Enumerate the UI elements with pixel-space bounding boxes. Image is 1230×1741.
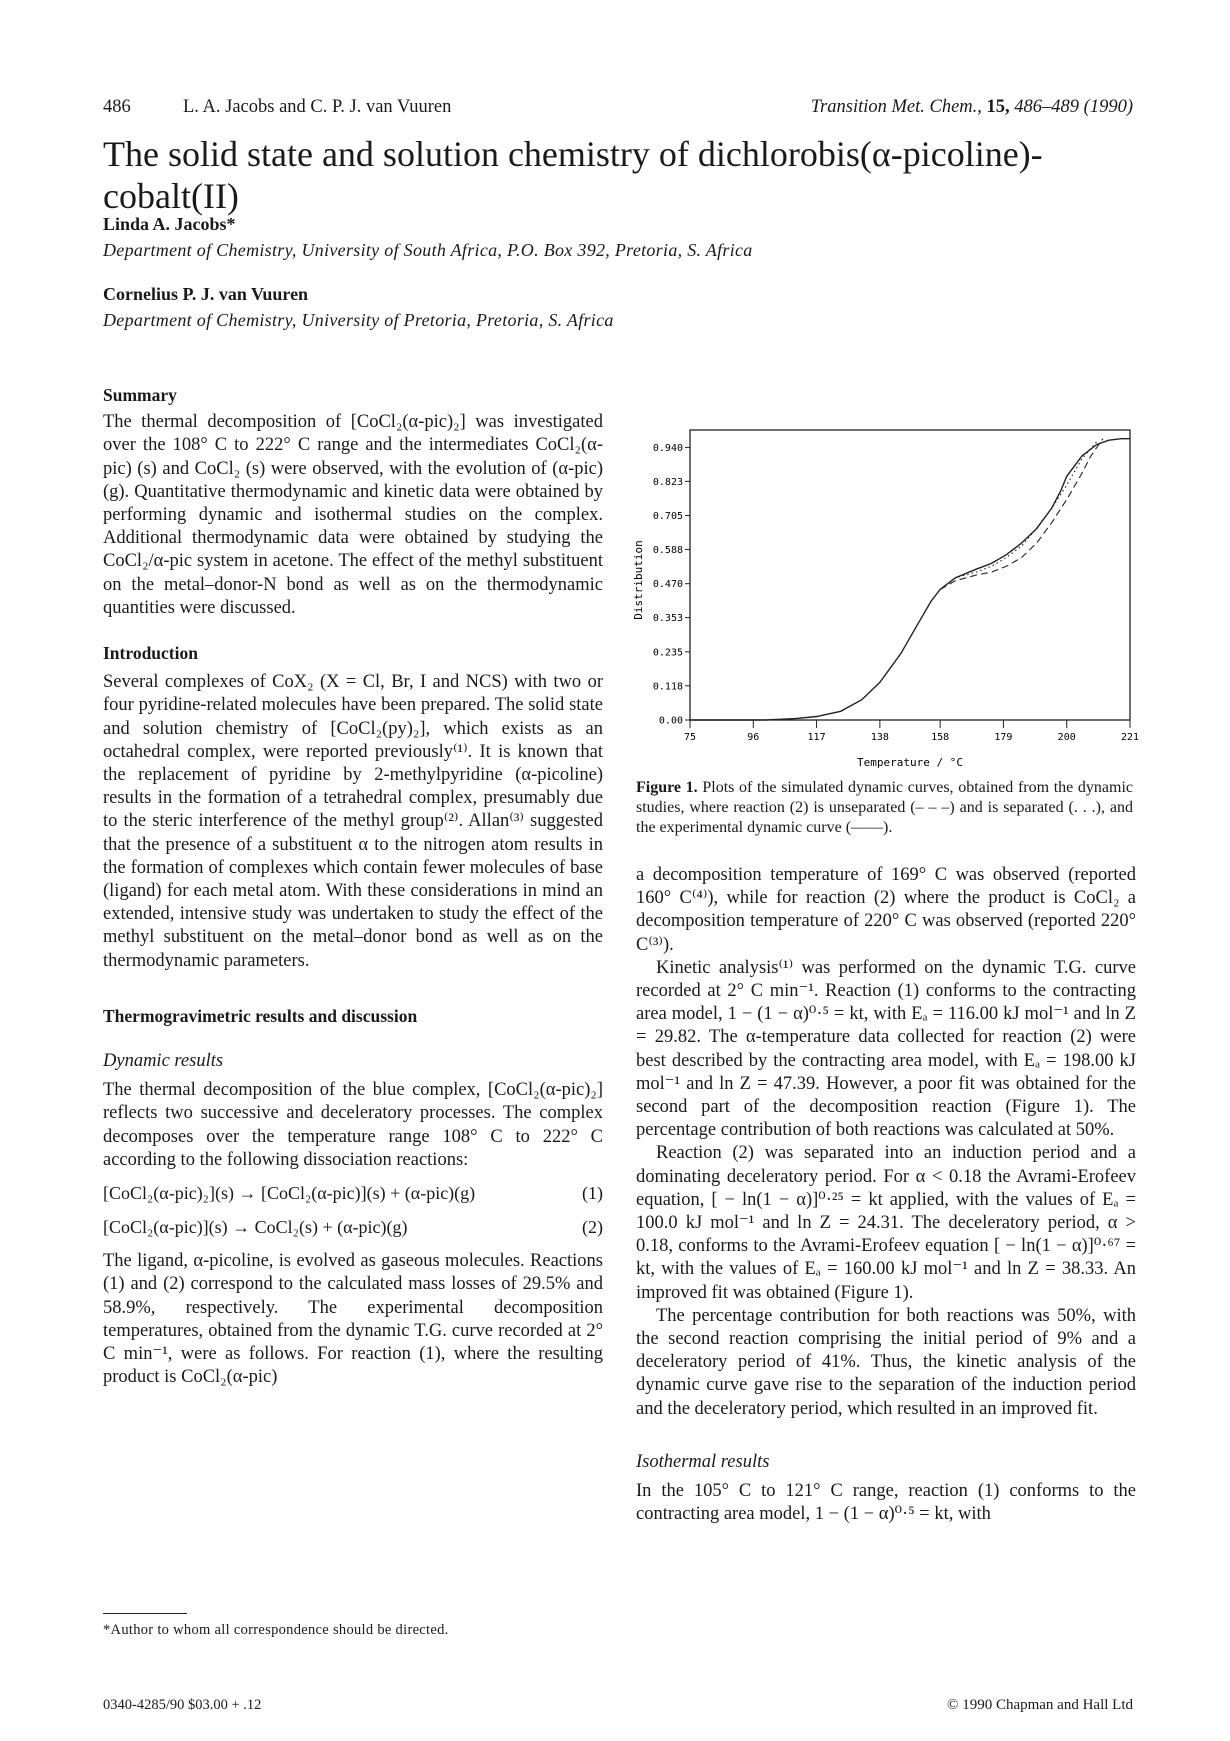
summary-heading: Summary [103,385,177,405]
x-tick-label: 96 [747,732,760,743]
series-line-solid [690,439,1130,720]
x-tick-label: 117 [807,732,826,743]
y-tick-label: 0.940 [652,442,683,454]
journal-pages: 486–489 (1990) [1014,97,1133,117]
y-tick-label: 0.353 [652,613,683,625]
right-para-1: a decomposition temperature of 169° C was observed (reported 160° C⁽⁴⁾), while for reaction (2) where the product is CoCl₂ a decomposition temperature of 220° C was observed (reported 220° C⁽³⁾). [636,865,1136,955]
running-authors: L. A. Jacobs and C. P. J. van Vuuren [183,97,452,117]
equation-2-number: (2) [582,1217,603,1238]
equation-1-number: (1) [582,1183,603,1204]
right-para-2: Kinetic analysis⁽¹⁾ was performed on the dynamic T.G. curve recorded at 2° C min⁻¹. Reaction (1) conforms to the contracting area model, 1 − (1 − α)⁰·⁵ = kt, with Eₐ = 116.00 kJ mol⁻¹ and ln Z = 29.82. The α-temperature data collected for reaction (2) were best described by the contracting area model, with Eₐ = 198.00 kJ mol⁻¹ and ln Z = 47.39. However, a poor fit was obtained for the second part of the decomposition reaction (Figure 1). The percentage contribution of both reactions was calculated at 50%. [636,957,1136,1141]
introduction-text: Several complexes of CoX₂ (X = Cl, Br, I and NCS) with two or four pyridine-related molecules have been prepared. The solid state and solution chemistry of [CoCl₂(py)₂], which exists as an octahedral complex, were reported previously⁽¹⁾. It is known that the replacement of pyridine by 2-methylpyridine (α-picoline) results in the formation of a tetrahedral complex, presumably due to the steric interference of the methyl group⁽²⁾. Allan⁽³⁾ suggested that the presence of a substituent α to the nitrogen atom results in the formation of complexes which contain fewer molecules of base (ligand) for each metal atom. With these considerations in mind an extended, intensive study was undertaken to study the effect of the methyl substituent on the metal–donor bond as well as on the thermodynamic parameters. [103,672,603,971]
y-tick-label: 0.823 [652,476,683,488]
series-line-dotted [940,442,1097,590]
x-axis-label: Temperature / °C [857,756,963,769]
author-affiliation-1: Department of Chemistry, University of South Africa, P.O. Box 392, Pretoria, S. Africa [103,240,753,260]
right-para-3: Reaction (2) was separated into an induction period and a dominating deceleratory period. For α < 0.18 the Avrami-Erofeev equation, [ − ln(1 − α)]⁰·²⁵ = kt applied, with the values of Eₐ = 100.0 kJ mol⁻¹ and ln Z = 24.31. The deceleratory period, α > 0.18, conforms to the Avrami-Erofeev equation [ − ln(1 − α)]⁰·⁶⁷ = kt, with the values of Eₐ = 160.00 kJ mol⁻¹ and ln Z = 38.33. An improved fit was obtained (Figure 1). [636,1143,1136,1303]
running-head [103,97,1133,123]
plot-frame [690,430,1130,720]
article-title: The solid state and solution chemistry of dichlorobis(α-picoline)-cobalt(II) [103,134,1043,216]
y-tick-label: 0.118 [652,681,683,693]
dynamic-results-text: The thermal decomposition of the blue complex, [CoCl₂(α-pic)₂] reflects two successive and deceleratory processes. The complex decomposes over the temperature range 108° C to 222° C according to the following dissociation reactions: [103,1080,603,1170]
thermo-heading: Thermogravimetric results and discussion [103,1005,418,1026]
x-tick-label: 75 [683,732,697,743]
chart-series [690,439,1130,720]
y-tick-label: 0.705 [652,511,683,523]
equation-2 [103,1216,603,1242]
caption-text: Plots of the simulated dynamic curves, obtained from the dynamic studies, where reaction (2) is unseparated (– – –) and is separated (. . .), and the experimental dynamic curve (——). [636,779,1134,836]
journal-name: Transition Met. Chem., [810,97,982,117]
x-tick-label: 158 [931,732,950,743]
chart-axes [653,443,1139,743]
y-axis-label: Distribution [632,540,645,620]
figure-1-chart [620,420,1140,780]
author-name-2: Cornelius P. J. van Vuuren [103,284,309,304]
page-number: 486 [103,97,131,117]
y-tick-label: 0.00 [658,715,683,727]
equation-2-expression: [CoCl₂(α-pic)](s) → CoCl₂(s) + (α-pic)(g) [103,1217,408,1238]
dynamic-results-heading: Dynamic results [103,1051,224,1072]
summary-text: The thermal decomposition of [CoCl₂(α-pic)₂] was investigated over the 108° C to 222° C range and the intermediates CoCl₂(α-pic) (s) and CoCl₂ (s) were observed, with the evolution of (α-pic) (g). Quantitative thermodynamic and kinetic data were obtained by performing dynamic and isothermal studies on the complex. Additional thermodynamic data were obtained by studying the CoCl₂/α-pic system in acetone. The effect of the methyl substituent on the metal–donor-N bond as well as on the thermodynamic quantities were discussed. [103,412,603,618]
x-tick-label: 138 [870,732,889,743]
left-column [103,384,603,1389]
figure-1-caption [636,778,1133,838]
footnote-rule [103,1613,187,1614]
x-tick-label: 221 [1120,732,1140,743]
isothermal-heading: Isothermal results [636,1451,770,1472]
isothermal-text: In the 105° C to 121° C range, reaction (1) conforms to the contracting area model, 1 − (1 − α)⁰·⁵ = kt, with [636,1481,1136,1525]
author-affiliation-2: Department of Chemistry, University of Pretoria, Pretoria, S. Africa [103,310,614,330]
y-tick-label: 0.235 [652,647,683,659]
footnote: *Author to whom all correspondence should be directed. [103,1622,449,1638]
author-name-1: Linda A. Jacobs* [103,214,236,234]
footer-code: 0340-4285/90 $03.00 + .12 [103,1697,262,1713]
equation-1-expression: [CoCl₂(α-pic)₂](s) → [CoCl₂(α-pic)](s) + (α-pic)(g) [103,1183,476,1204]
caption-label: Figure 1. [636,779,698,796]
x-tick-label: 200 [1057,732,1076,743]
journal-citation [811,97,1133,118]
equation-1 [103,1182,603,1208]
footer-copyright: © 1990 Chapman and Hall Ltd [947,1697,1133,1713]
x-tick-label: 179 [994,732,1013,743]
y-tick-label: 0.588 [652,544,683,556]
y-tick-label: 0.470 [652,579,683,591]
journal-volume: 15, [986,97,1010,117]
introduction-heading: Introduction [103,643,198,664]
right-column [636,864,1136,1526]
ligand-text: The ligand, α-picoline, is evolved as gaseous molecules. Reactions (1) and (2) correspond to the calculated mass losses of 29.5% and 58.9%, respectively. The experimental decomposition temperatures, obtained from the dynamic T.G. curve recorded at 2° C min⁻¹, were as follows. For reaction (1), where the resulting product is CoCl₂(α-pic) [103,1251,603,1388]
right-para-4: The percentage contribution for both reactions was 50%, with the second reaction comprising the initial period of 9% and a deceleratory period of 41%. Thus, the kinetic analysis of the dynamic curve gave rise to the separation of the induction period and the deceleratory period, which resulted in an improved fit. [636,1305,1136,1419]
